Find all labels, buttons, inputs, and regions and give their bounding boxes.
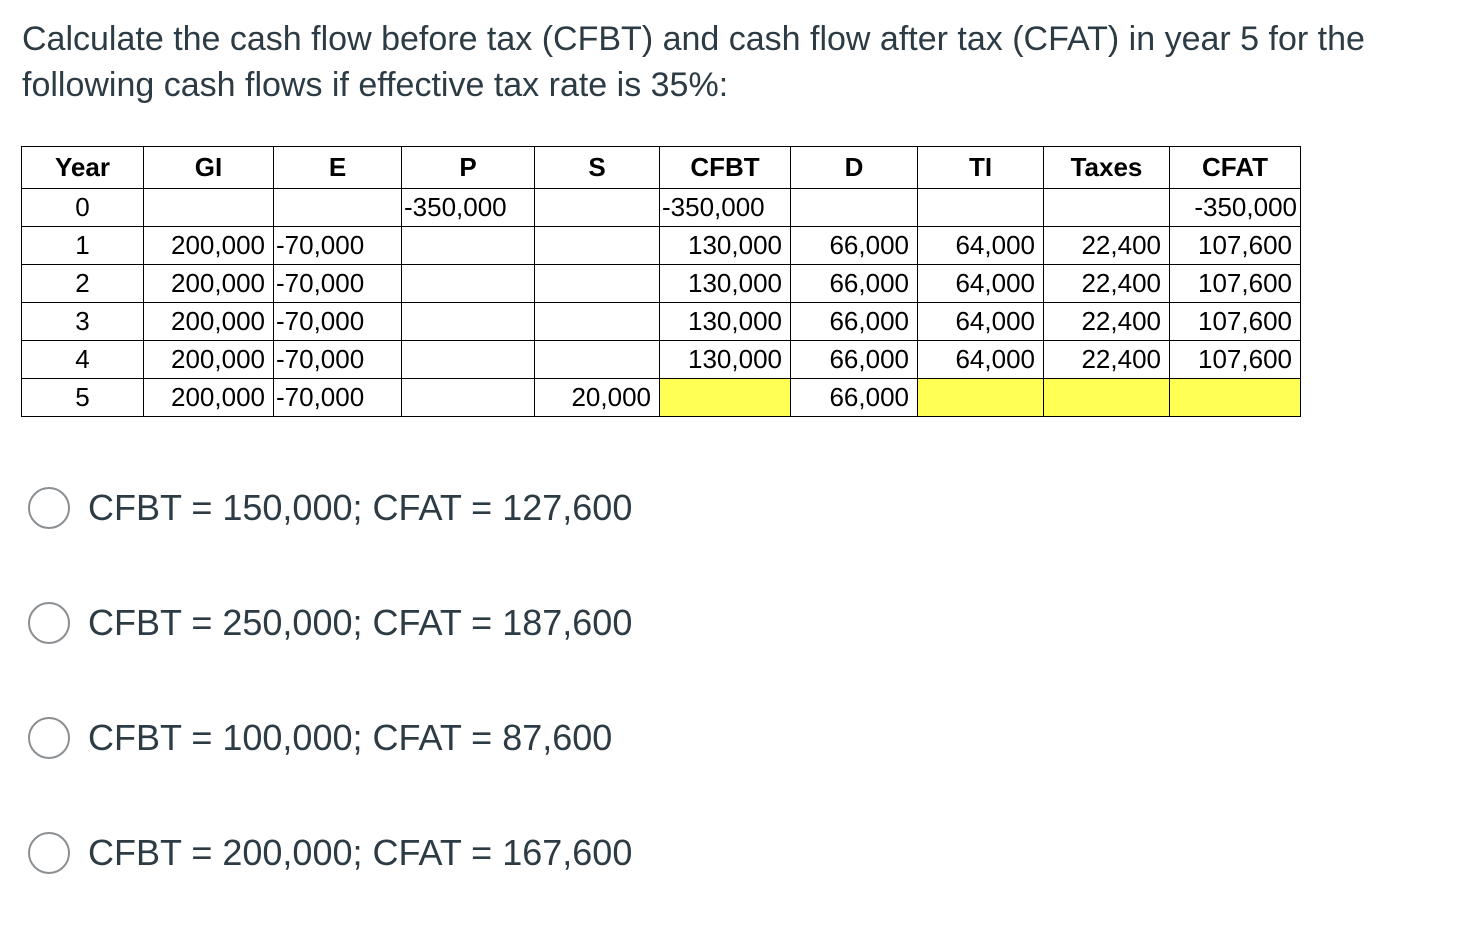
cell-taxes-blank <box>1044 379 1170 417</box>
cell-cfat-blank <box>1170 379 1301 417</box>
cash-flow-table <box>21 146 1301 417</box>
table-row <box>22 227 1301 265</box>
header-gi: GI <box>144 147 274 189</box>
cell-d: 66,000 <box>791 227 918 265</box>
cell-ti: 64,000 <box>918 265 1044 303</box>
option-label[interactable]: CFBT = 250,000; CFAT = 187,600 <box>88 602 633 643</box>
cell-e: -70,000 <box>274 341 402 379</box>
cell-year: 1 <box>22 227 144 265</box>
header-year: Year <box>22 147 144 189</box>
cell-s <box>535 341 660 379</box>
cell-ti: 64,000 <box>918 227 1044 265</box>
cell-s <box>535 227 660 265</box>
cell-d: 66,000 <box>791 303 918 341</box>
cell-e: -70,000 <box>274 303 402 341</box>
cell-e: -70,000 <box>274 227 402 265</box>
table-row <box>22 265 1301 303</box>
option-label[interactable]: CFBT = 200,000; CFAT = 167,600 <box>88 832 633 873</box>
header-s: S <box>535 147 660 189</box>
cell-cfat: 107,600 <box>1170 227 1301 265</box>
cell-e <box>274 189 402 227</box>
radio-button-icon[interactable] <box>28 717 70 759</box>
answer-option-1[interactable] <box>28 480 632 536</box>
header-cfat: CFAT <box>1170 147 1301 189</box>
cell-taxes: 22,400 <box>1044 227 1170 265</box>
radio-button-icon[interactable] <box>28 487 70 529</box>
cell-gi: 200,000 <box>144 265 274 303</box>
cell-s <box>535 189 660 227</box>
cell-s <box>535 265 660 303</box>
header-p: P <box>402 147 535 189</box>
answer-option-3[interactable] <box>28 710 632 766</box>
cell-gi: 200,000 <box>144 379 274 417</box>
cell-p: -350,000 <box>402 189 535 227</box>
cell-cfat: -350,000 <box>1170 189 1301 227</box>
cell-year: 0 <box>22 189 144 227</box>
cell-taxes <box>1044 189 1170 227</box>
option-label[interactable]: CFBT = 150,000; CFAT = 127,600 <box>88 487 633 528</box>
question-text: Calculate the cash flow before tax (CFBT) and cash flow after tax (CFAT) in year 5 for the following cash flows if effective tax rate is 35%: <box>22 20 1365 104</box>
table-row <box>22 379 1301 417</box>
cell-p <box>402 379 535 417</box>
cell-d: 66,000 <box>791 341 918 379</box>
answer-options <box>28 480 632 940</box>
cell-gi: 200,000 <box>144 341 274 379</box>
cell-p <box>402 265 535 303</box>
cell-ti: 64,000 <box>918 341 1044 379</box>
cell-cfbt: 130,000 <box>660 227 791 265</box>
header-cfbt: CFBT <box>660 147 791 189</box>
cell-d: 66,000 <box>791 379 918 417</box>
cell-d: 66,000 <box>791 265 918 303</box>
cell-year: 5 <box>22 379 144 417</box>
cell-p <box>402 341 535 379</box>
cell-cfat: 107,600 <box>1170 303 1301 341</box>
cell-year: 2 <box>22 265 144 303</box>
cell-gi: 200,000 <box>144 227 274 265</box>
cell-p <box>402 303 535 341</box>
cell-gi <box>144 189 274 227</box>
cell-ti-blank <box>918 379 1044 417</box>
header-d: D <box>791 147 918 189</box>
option-label[interactable]: CFBT = 100,000; CFAT = 87,600 <box>88 717 613 758</box>
cell-year: 4 <box>22 341 144 379</box>
table-header-row <box>22 147 1301 189</box>
cell-cfat: 107,600 <box>1170 265 1301 303</box>
table-row <box>22 189 1301 227</box>
cell-year: 3 <box>22 303 144 341</box>
cell-cfat: 107,600 <box>1170 341 1301 379</box>
cell-s <box>535 303 660 341</box>
cell-e: -70,000 <box>274 265 402 303</box>
header-taxes: Taxes <box>1044 147 1170 189</box>
header-e: E <box>274 147 402 189</box>
cell-cfbt: 130,000 <box>660 303 791 341</box>
cell-taxes: 22,400 <box>1044 265 1170 303</box>
table-row <box>22 303 1301 341</box>
answer-option-4[interactable] <box>28 825 632 881</box>
cell-gi: 200,000 <box>144 303 274 341</box>
header-ti: TI <box>918 147 1044 189</box>
radio-button-icon[interactable] <box>28 832 70 874</box>
cell-taxes: 22,400 <box>1044 341 1170 379</box>
cell-cfbt: 130,000 <box>660 265 791 303</box>
cell-ti: 64,000 <box>918 303 1044 341</box>
cell-e: -70,000 <box>274 379 402 417</box>
cell-cfbt: 130,000 <box>660 341 791 379</box>
table-row <box>22 341 1301 379</box>
cell-taxes: 22,400 <box>1044 303 1170 341</box>
cell-ti <box>918 189 1044 227</box>
cell-cfbt-blank <box>660 379 791 417</box>
answer-option-2[interactable] <box>28 595 632 651</box>
cell-p <box>402 227 535 265</box>
cell-s: 20,000 <box>535 379 660 417</box>
cell-cfbt: -350,000 <box>660 189 791 227</box>
cell-d <box>791 189 918 227</box>
radio-button-icon[interactable] <box>28 602 70 644</box>
